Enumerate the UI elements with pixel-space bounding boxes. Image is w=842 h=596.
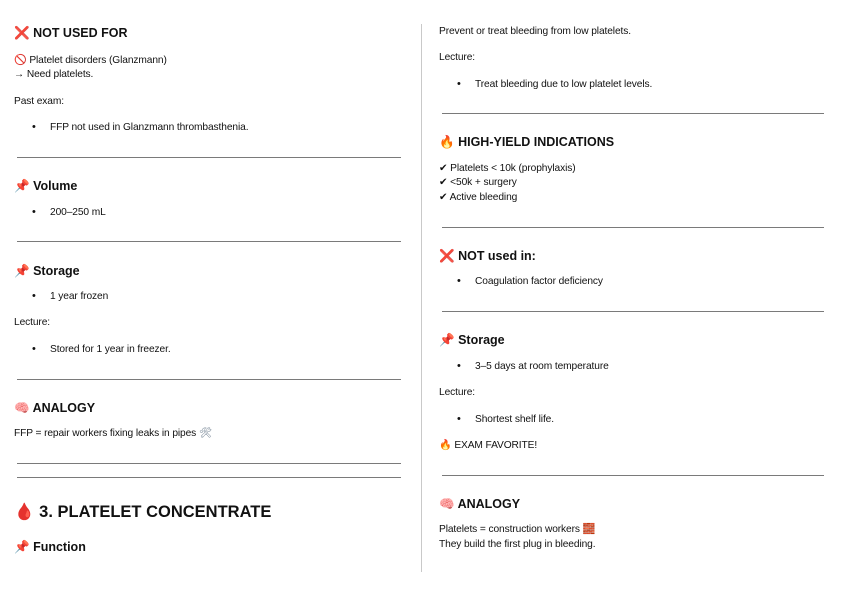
indication-item: ✔ <50k + surgery	[439, 177, 517, 188]
prohibited-icon: 🚫	[14, 55, 27, 66]
not-used-in-heading: ❌ NOT used in:	[439, 248, 536, 263]
cross-mark-icon: ❌	[439, 248, 455, 263]
lecture-label: Lecture:	[439, 387, 476, 398]
past-exam-label: Past exam:	[14, 96, 64, 107]
analogy-heading: 🧠 ANALOGY	[439, 496, 521, 511]
not-used-line-2: → Need platelets.	[14, 69, 94, 80]
section-divider	[442, 113, 824, 114]
list-item: • 200–250 mL	[14, 207, 106, 218]
brain-icon: 🧠	[439, 496, 455, 511]
section-divider	[17, 241, 401, 242]
list-item: • Coagulation factor deficiency	[439, 276, 603, 287]
section-divider	[17, 379, 401, 380]
pushpin-icon: 📌	[14, 178, 30, 193]
high-yield-heading: 🔥 HIGH-YIELD INDICATIONS	[439, 134, 615, 149]
list-item: • 3–5 days at room temperature	[439, 361, 609, 372]
section-divider	[442, 475, 824, 476]
not-used-line-1: 🚫 Platelet disorders (Glanzmann)	[14, 55, 167, 66]
not-used-for-heading: ❌ NOT USED FOR	[14, 25, 128, 40]
storage-heading: 📌 Storage	[439, 332, 505, 347]
exam-favorite-note: 🔥 EXAM FAVORITE!	[439, 440, 538, 451]
tools-icon: 🛠	[198, 428, 212, 439]
check-mark-icon: ✔	[439, 192, 448, 203]
pushpin-icon: 📌	[14, 263, 30, 278]
indication-item: ✔ Active bleeding	[439, 192, 518, 203]
section-divider	[17, 477, 401, 478]
list-item: • Stored for 1 year in freezer.	[14, 344, 171, 355]
pushpin-icon: 📌	[439, 332, 455, 347]
brain-icon: 🧠	[14, 400, 30, 415]
list-item: • FFP not used in Glanzmann thrombasthenia.	[14, 122, 248, 133]
check-mark-icon: ✔	[439, 177, 448, 188]
check-mark-icon: ✔	[439, 163, 448, 174]
bricks-icon: 🧱	[582, 524, 596, 535]
fire-icon: 🔥	[439, 134, 455, 149]
analogy-heading: 🧠 ANALOGY	[14, 400, 96, 415]
list-item: • Shortest shelf life.	[439, 414, 554, 425]
lecture-label: Lecture:	[439, 52, 476, 63]
column-divider	[421, 24, 422, 572]
cross-mark-icon: ❌	[14, 25, 30, 40]
section-divider	[17, 463, 401, 464]
pushpin-icon: 📌	[14, 539, 30, 554]
list-item: • 1 year frozen	[14, 291, 108, 302]
function-text: Prevent or treat bleeding from low platelets.	[439, 26, 631, 37]
platelet-concentrate-title: 🩸 3. PLATELET CONCENTRATE	[14, 502, 272, 521]
analogy-line-2: They build the first plug in bleeding.	[439, 539, 596, 550]
analogy-text: FFP = repair workers fixing leaks in pipes 🛠	[14, 428, 212, 439]
section-divider	[442, 227, 824, 228]
function-heading: 📌 Function	[14, 539, 86, 554]
lecture-label: Lecture:	[14, 317, 51, 328]
storage-heading: 📌 Storage	[14, 263, 80, 278]
blood-drop-icon: 🩸	[14, 502, 35, 521]
section-divider	[442, 311, 824, 312]
fire-icon: 🔥	[439, 440, 452, 451]
indication-item: ✔ Platelets < 10k (prophylaxis)	[439, 163, 576, 174]
volume-heading: 📌 Volume	[14, 178, 78, 193]
analogy-line-1: Platelets = construction workers 🧱	[439, 524, 596, 535]
section-divider	[17, 157, 401, 158]
list-item: • Treat bleeding due to low platelet levels.	[439, 79, 652, 90]
